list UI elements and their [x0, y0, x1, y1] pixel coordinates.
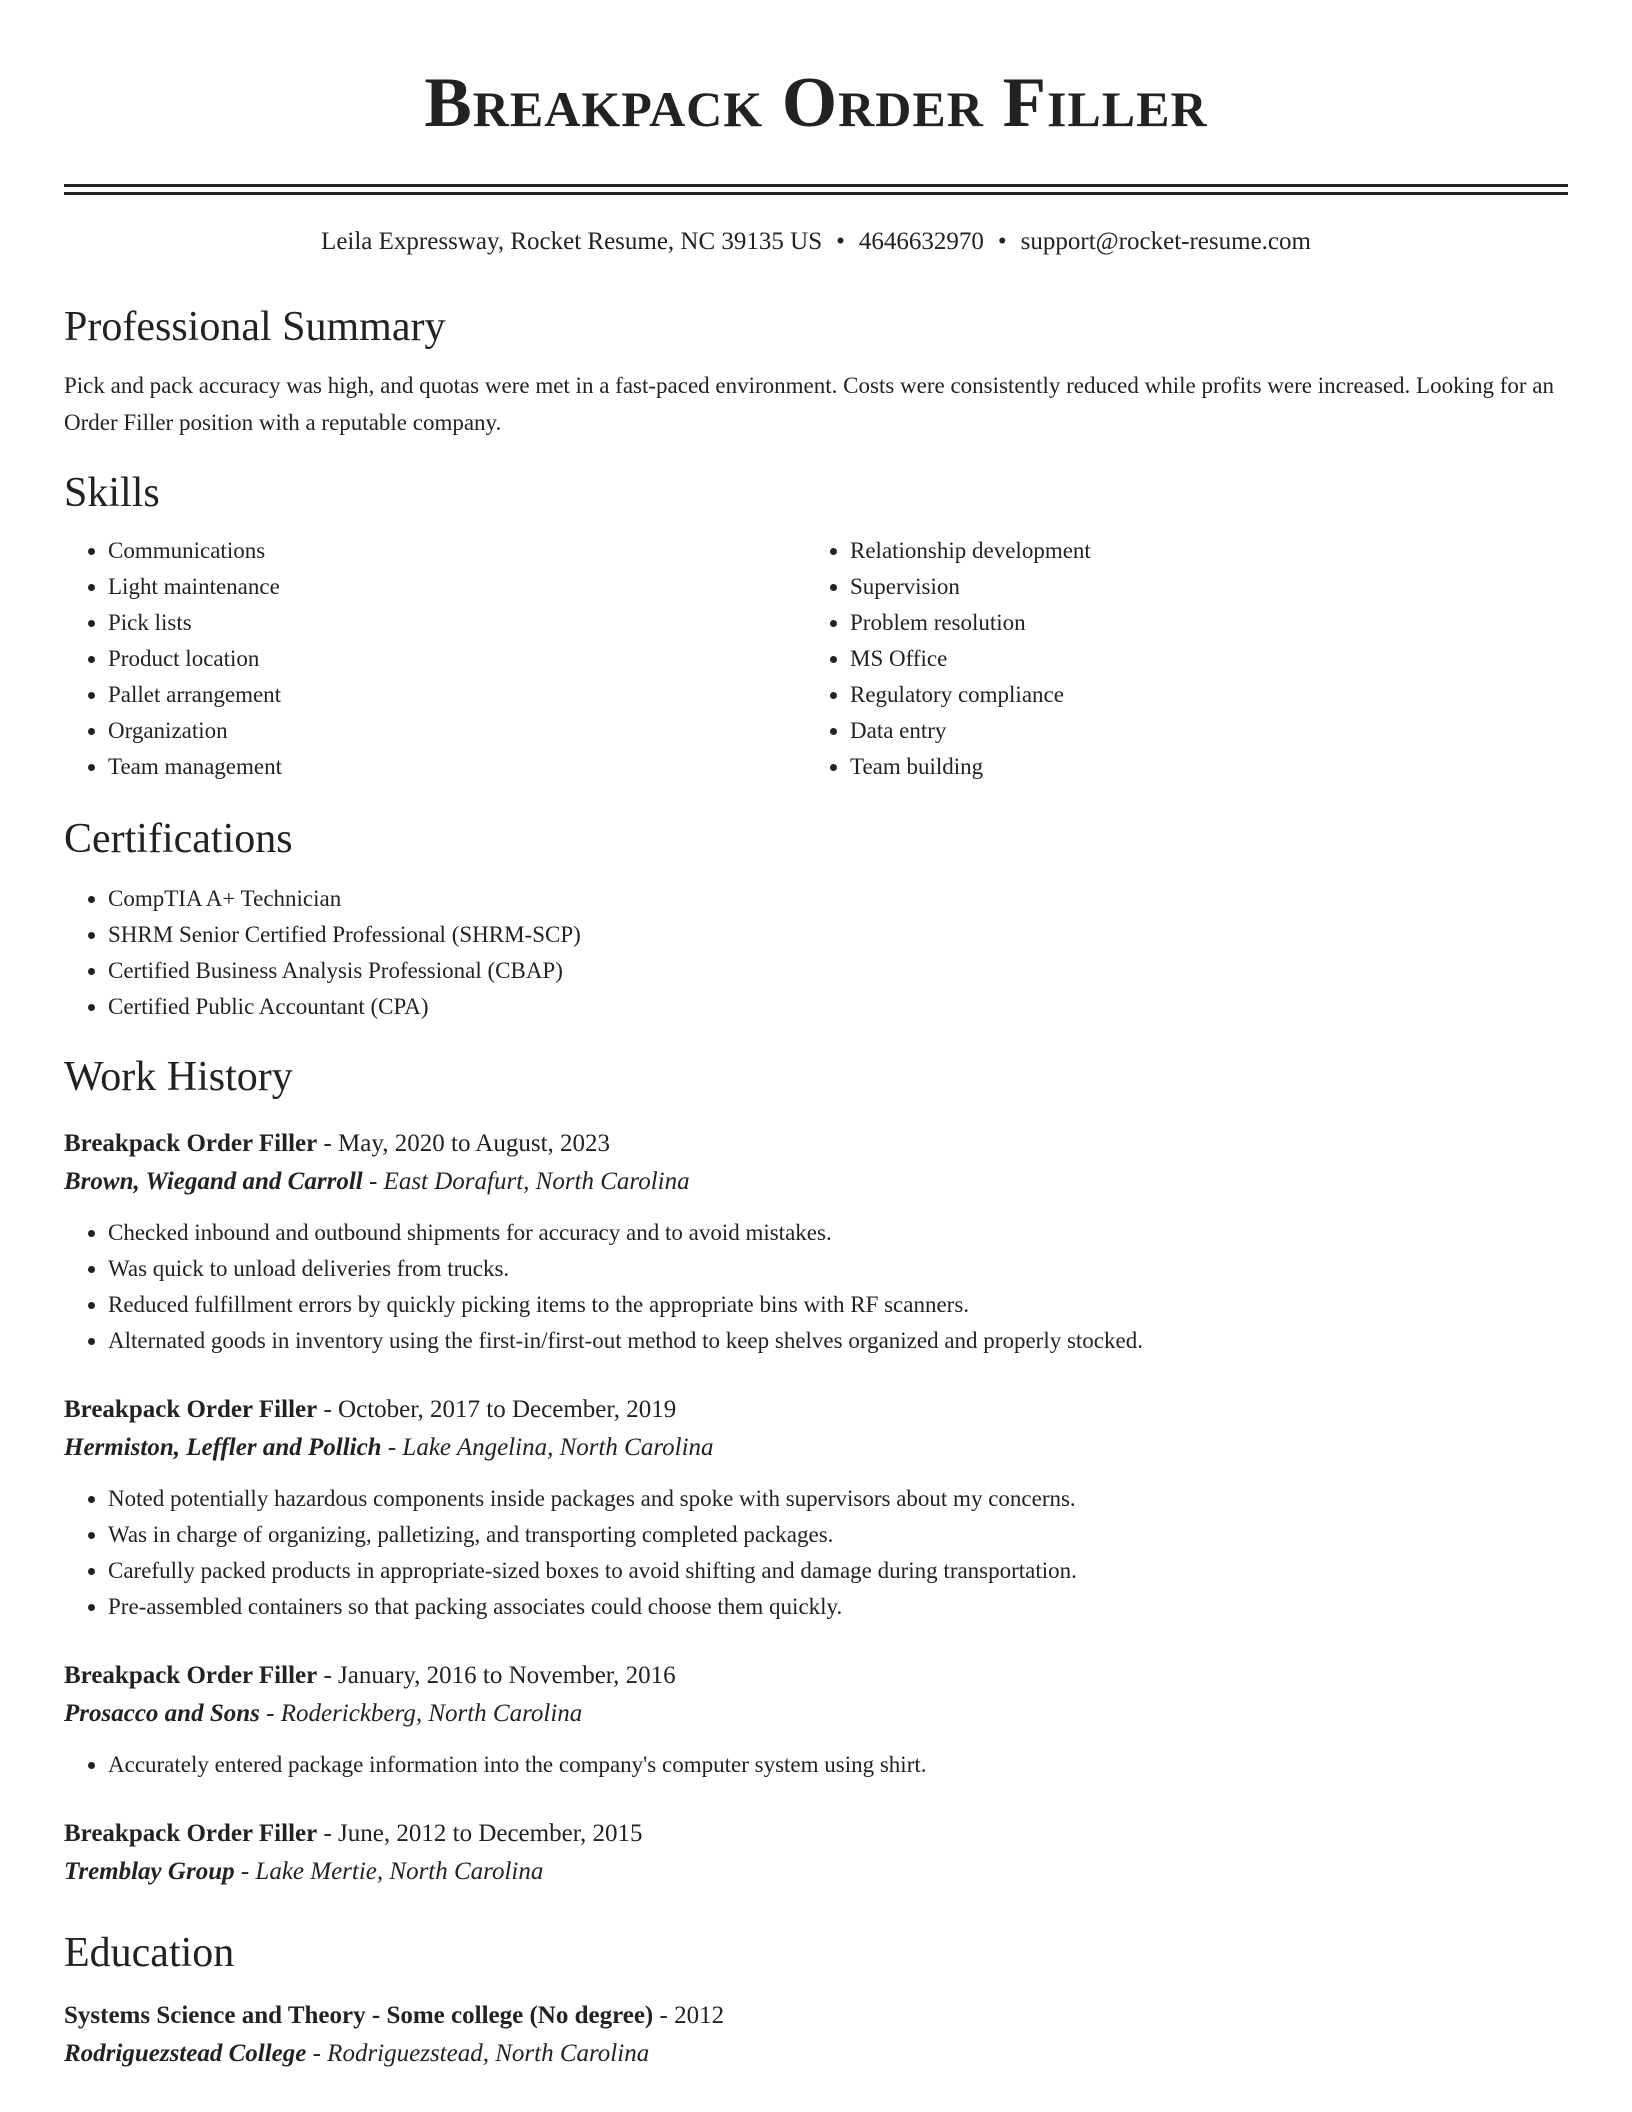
skill-item: • Data entry: [850, 713, 1548, 749]
education-school-line: [64, 2035, 1568, 2073]
education-degree-line: [64, 1997, 1568, 2035]
certification-item: • CompTIA A+ Technician: [108, 881, 1568, 917]
job-company: Hermiston, Leffler and Pollich: [64, 1434, 382, 1461]
job-company: Tremblay Group: [64, 1858, 235, 1885]
skill-item: • Light maintenance: [108, 569, 806, 605]
skill-item: • Regulatory compliance: [850, 677, 1548, 713]
header-double-rule: [64, 184, 1568, 195]
job-bullet: • Carefully packed products in appropriate-sized boxes to avoid shifting and damage during transportation.: [108, 1553, 1568, 1589]
skill-item: • Supervision: [850, 569, 1548, 605]
job-bullet: • Noted potentially hazardous components inside packages and spoke with supervisors about my concerns.: [108, 1481, 1568, 1517]
job-bullet: • Checked inbound and outbound shipments for accuracy and to avoid mistakes.: [108, 1215, 1568, 1251]
job-title-line: [64, 1125, 1568, 1163]
job-title: Breakpack Order Filler: [64, 1396, 318, 1423]
skill-item: • MS Office: [850, 641, 1548, 677]
skill-item: • Communications: [108, 533, 806, 569]
work-history-heading: Work History: [64, 1054, 293, 1100]
job-bullets: [64, 1747, 1568, 1783]
job-title-line: [64, 1391, 1568, 1429]
education-location: - Rodriguezstead, North Carolina: [306, 2040, 650, 2067]
job-dates: - May, 2020 to August, 2023: [317, 1130, 611, 1157]
education-entry: [64, 1997, 1568, 2073]
skills-left-column: [64, 533, 806, 785]
job-title: Breakpack Order Filler: [64, 1662, 318, 1689]
education-school: Rodriguezstead College: [64, 2040, 307, 2067]
contact-separator: •: [997, 228, 1007, 255]
job-location: - Lake Mertie, North Carolina: [234, 1858, 544, 1885]
job-bullets: [64, 1215, 1568, 1359]
summary-heading: Professional Summary: [64, 304, 446, 350]
job-entry: [64, 1815, 1568, 1891]
certifications-list: [64, 881, 1568, 1025]
job-bullet: • Reduced fulfillment errors by quickly picking items to the appropriate bins with RF scanners.: [108, 1287, 1568, 1323]
job-location: - Lake Angelina, North Carolina: [381, 1434, 714, 1461]
skill-item: • Team building: [850, 749, 1548, 785]
skill-item: • Pallet arrangement: [108, 677, 806, 713]
certifications-heading: Certifications: [64, 816, 293, 862]
job-company-line: [64, 1429, 1568, 1467]
job-location: - Roderickberg, North Carolina: [259, 1700, 583, 1727]
skill-item: • Pick lists: [108, 605, 806, 641]
education-heading: Education: [64, 1930, 235, 1976]
skills-right-column: [806, 533, 1548, 785]
contact-phone: 4646632970: [858, 228, 984, 255]
job-company: Prosacco and Sons: [64, 1700, 260, 1727]
job-dates: - October, 2017 to December, 2019: [317, 1396, 677, 1423]
job-company-line: [64, 1853, 1568, 1891]
job-entry: [64, 1125, 1568, 1359]
job-bullet: • Was in charge of organizing, palletizing, and transporting completed packages.: [108, 1517, 1568, 1553]
certification-item: • SHRM Senior Certified Professional (SHRM-SCP): [108, 917, 1568, 953]
contact-separator: •: [836, 228, 845, 255]
certification-item: • Certified Business Analysis Professional (CBAP): [108, 953, 1568, 989]
contact-address: Leila Expressway, Rocket Resume, NC 39135 US: [321, 228, 823, 255]
education-degree: Systems Science and Theory - Some college (No degree): [64, 2002, 654, 2029]
contact-email: support@rocket-resume.com: [1020, 228, 1311, 255]
skills-heading: Skills: [64, 470, 160, 516]
job-company-line: [64, 1163, 1568, 1201]
education-year: - 2012: [653, 2002, 725, 2029]
job-entry: [64, 1657, 1568, 1783]
job-bullet: • Pre-assembled containers so that packing associates could choose them quickly.: [108, 1589, 1568, 1625]
job-title-line: [64, 1815, 1568, 1853]
skills-columns: [64, 533, 1568, 785]
contact-line: [64, 225, 1568, 259]
job-bullets: [64, 1481, 1568, 1625]
resume-title: Breakpack Order Filler: [424, 64, 1208, 142]
job-bullet: • Accurately entered package information into the company's computer system using shirt.: [108, 1747, 1568, 1783]
skill-item: • Team management: [108, 749, 806, 785]
job-entry: [64, 1391, 1568, 1625]
job-bullet: • Alternated goods in inventory using the first-in/first-out method to keep shelves organized and properly stocked.: [108, 1323, 1568, 1359]
certification-item: • Certified Public Accountant (CPA): [108, 989, 1568, 1025]
job-bullet: • Was quick to unload deliveries from trucks.: [108, 1251, 1568, 1287]
job-company-line: [64, 1695, 1568, 1733]
skill-item: • Product location: [108, 641, 806, 677]
skill-item: • Problem resolution: [850, 605, 1548, 641]
job-location: - East Dorafurt, North Carolina: [362, 1168, 690, 1195]
skill-item: • Organization: [108, 713, 806, 749]
job-title-line: [64, 1657, 1568, 1695]
skill-item: • Relationship development: [850, 533, 1548, 569]
job-company: Brown, Wiegand and Carroll: [64, 1168, 363, 1195]
job-dates: - June, 2012 to December, 2015: [317, 1820, 643, 1847]
job-dates: - January, 2016 to November, 2016: [317, 1662, 676, 1689]
job-title: Breakpack Order Filler: [64, 1820, 318, 1847]
summary-text: Pick and pack accuracy was high, and quotas were met in a fast-paced environment. Costs were consistently reduced while profits were increased. Looking for an Order Filler position with a reputable company.: [64, 373, 1555, 435]
job-title: Breakpack Order Filler: [64, 1130, 318, 1157]
